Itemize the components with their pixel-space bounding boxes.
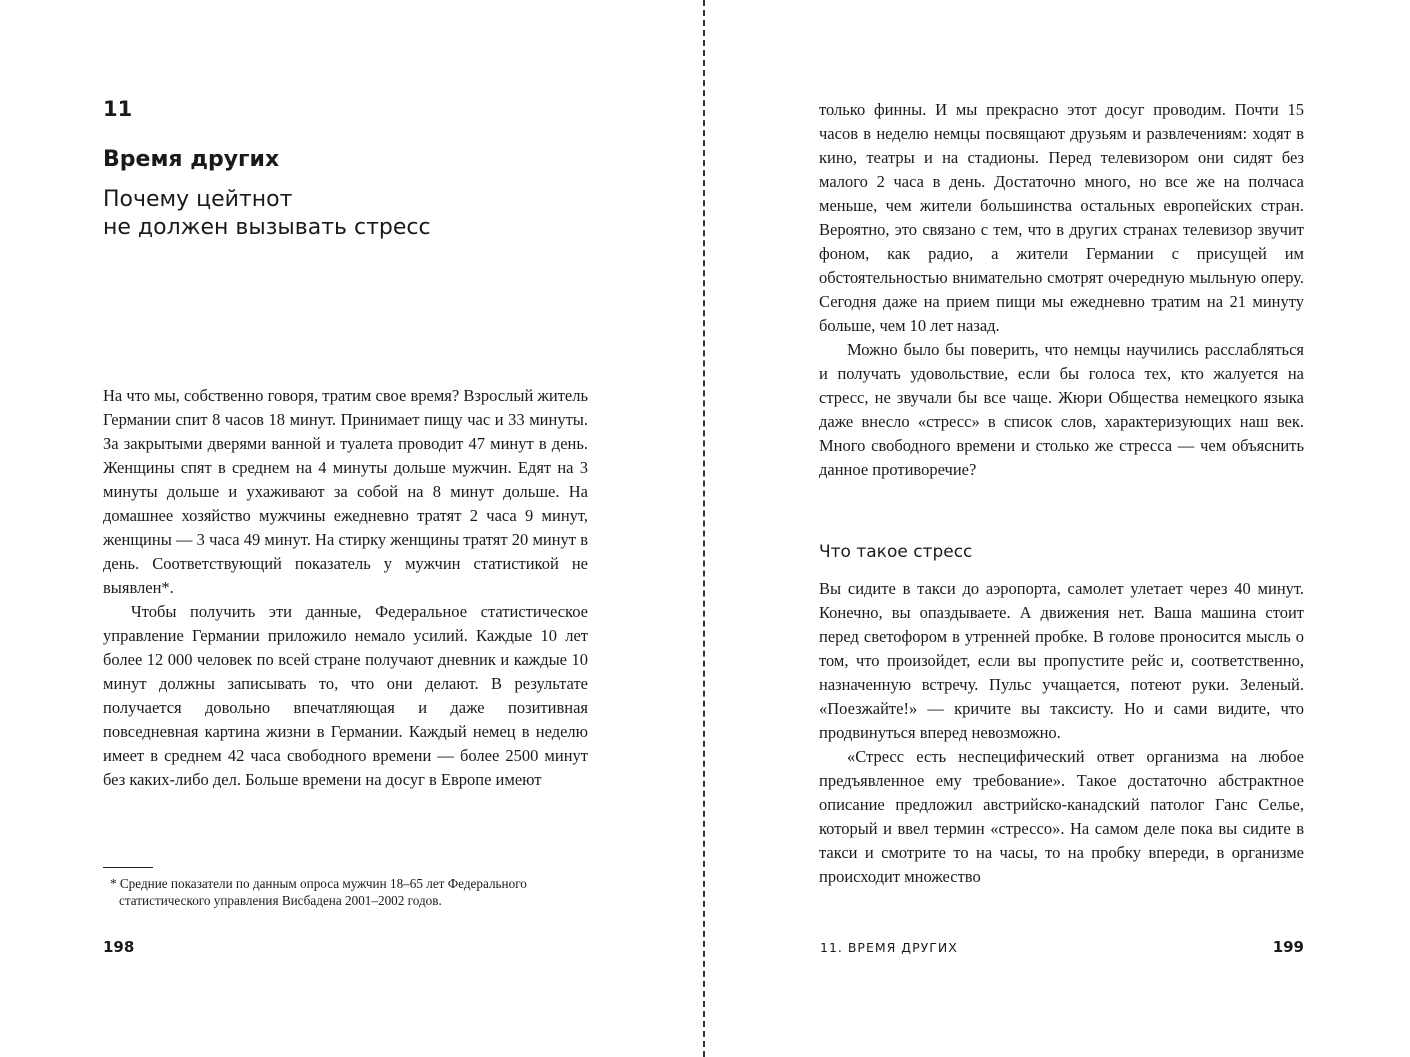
chapter-subtitle [103,186,563,242]
paragraph: На что мы, собственно говоря, тратим свое время? Взрослый житель Германии спит 8 часов 18 минут. Принимает пищу час и 33 минуты. За закрытыми дверями ванной и туалета проводит 47 минут в день. Женщины спят в среднем на 4 минуты дольше мужчин. Едят на 3 минуты дольше и ухаживают за собой на 8 минут дольше. На домашнее хозяйство мужчины ежедневно тратят 2 часа 9 минут, женщины — 3 часа 49 минут. На стирку женщины тратят 20 минут в день. Соответствующий показатель у мужчин статистикой не выявлен*. [103,386,588,597]
section-heading: Что такое стресс [819,542,973,562]
footnote: * Средние показатели по данным опроса мужчин 18–65 лет Федерального статистического управления Висбадена 2001–2002 годов. [110,876,527,908]
paragraph: «Стресс есть неспецифический ответ организма на любое предъявленное ему требование». Такое достаточно абстрактное описание предложил австрийско-канадский патолог Ганс Селье, который и ввел термин «стрессо». На самом деле пока вы сидите в такси и смотрите то на часы, то на пробку впереди, в организме происходит множество [819,747,1304,886]
left-body-text [103,384,588,792]
chapter-number: 11 [103,97,133,121]
chapter-subtitle-line: Почему цейтнот [103,187,293,212]
chapter-title: Время других [103,147,280,172]
right-body-text-bottom [819,577,1304,889]
paragraph: Можно было бы поверить, что немцы научились расслабляться и получать удовольствие, если бы голоса тех, кто жалуется на стресс, не звучали бы все чаще. Жюри Общества немецкого языка даже внесло «стресс» в список слов, характеризующих наш век. Много свободного времени и столько же стресса — чем объяснить данное противоречие? [819,340,1304,479]
page-number-right: 199 [1272,938,1304,956]
footnote-rule [103,867,153,868]
paragraph: Вы сидите в такси до аэропорта, самолет улетает через 40 минут. Конечно, вы опаздываете. А движения нет. Ваша машина стоит перед светофором в утренней пробке. В голове проносится мысль о том, что произойдет, если вы пропустите рейс и, соответственно, назначенную встречу. Пульс учащается, потеют руки. Зеленый. «Поезжайте!» — кричите вы таксисту. Но и сами видите, что продвинуться вперед невозможно. [819,579,1304,742]
left-page [0,0,704,1057]
right-page [706,0,1410,1057]
chapter-subtitle-line: не должен вызывать стресс [103,215,431,240]
right-body-text-top [819,98,1304,482]
page-number-left: 198 [103,938,135,956]
paragraph: только финны. И мы прекрасно этот досуг проводим. Почти 15 часов в неделю немцы посвящают друзьям и развлечениям: ходят в кино, театры и на стадионы. Перед телевизором они сидят без малого 2 часа в день. Достаточно много, но все же на полчаса меньше, чем жители большинства остальных европейских стран. Вероятно, это связано с тем, что в других странах телевизор звучит фоном, как радио, а жители Германии с присущей им обстоятельностью внимательно смотрят очередную мыльную оперу. Сегодня даже на прием пищи мы ежедневно тратим на 21 минуту больше, чем 10 лет назад. [819,100,1304,335]
running-head: 11. ВРЕМЯ ДРУГИХ [820,940,958,955]
paragraph: Чтобы получить эти данные, Федеральное статистическое управление Германии приложило немало усилий. Каждые 10 лет более 12 000 человек по всей стране получают дневник и каждые 10 минут должны записывать то, что они делают. В результате получается довольно впечатляющая и даже позитивная повседневная картина жизни в Германии. Каждый немец в неделю имеет в среднем 42 часа свободного времени — более 2500 минут без каких-либо дел. Больше времени на досуг в Европе имеют [103,602,588,789]
